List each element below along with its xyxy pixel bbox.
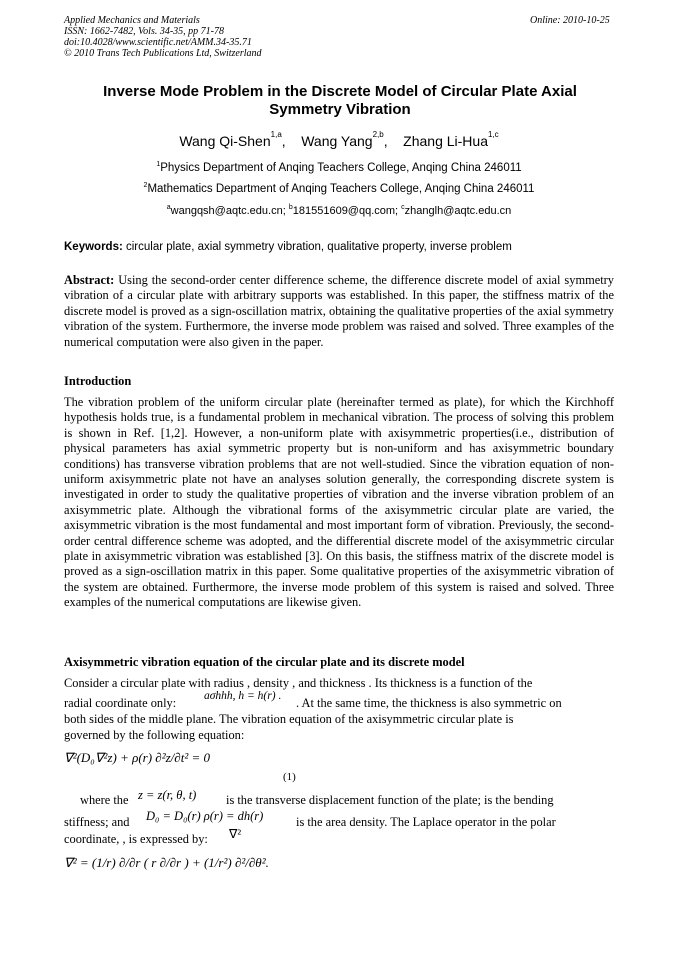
section-2-line-7: coordinate, , is expressed by: bbox=[64, 832, 208, 846]
author-2: Wang Yang bbox=[301, 133, 373, 149]
doi-line[interactable]: doi:10.4028/www.scientific.net/AMM.34-35.71 bbox=[64, 37, 252, 48]
section-2-line-6a: stiffness; and bbox=[64, 815, 130, 829]
affiliation-1: $^1$Physics Department of Anqing Teachers College, Anqing China 246011 bbox=[156, 161, 522, 174]
section-2-line-2a: radial coordinate only: bbox=[64, 696, 177, 710]
author-1: Wang Qi-Shen bbox=[179, 133, 271, 149]
section-2-line-5a: where the bbox=[80, 793, 129, 807]
keywords-label: Keywords: bbox=[64, 241, 123, 253]
introduction-text: The vibration problem of the uniform circular plate (hereinafter termed as plate), for which the Kirchhoff hypothesis holds true, is a fundamental problem in mechanical vibration. The process of solving this problem is shown in Ref. [1,2]. However, a non-uniform plate with axisymmetric properties(i.e., distribution of physical parameters has axial symmetric property but is non-uniform and has axisymmetric boundary conditions) has transverse vibration problems that are not well-studied. Since the vibration equation of non-uniform axisymmetric plate not have an analyses solution generally, the corresponding discrete system is investigated in order to study the qualitative properties of vibration and the inverse vibration problem of an axisymmetric plate. Although the vibrational forms of the axisymmetric circular plate are varied, the axisymmetric vibration is the most fundamental and most important form of vibration. Previously, the second-order central difference scheme was adopted, and the differential discrete model of the axisymmetric circular plate in axisymmetric vibration was established [3]. On this basis, the stiffness matrix of the discrete model is proved as a sign-oscillation matrix in this paper. Some qualitative properties of the axisymmetric vibration of the system are obtained. Furthermore, the inverse mode problem of this system is raised and solved. Three examples of the numerical computations are likewise given. bbox=[64, 395, 614, 610]
equation-1: ∇²(D₀∇²z) + ρ(r) ∂²z/∂t² = 0 bbox=[64, 750, 210, 765]
email-b[interactable]: 181551609@qq.com; bbox=[292, 205, 399, 217]
displacement-function: z = z(r, θ, t) bbox=[138, 788, 197, 802]
author-1-affil: 1,a bbox=[270, 130, 282, 139]
section-2-line-5b: is the transverse displacement function of the plate; is the bending bbox=[226, 793, 554, 807]
abstract bbox=[64, 273, 614, 350]
laplace-symbol: ∇² bbox=[229, 827, 242, 841]
paper-title-line-1: Inverse Mode Problem in the Discrete Model of Circular Plate Axial bbox=[103, 83, 577, 100]
section-2-line-6b: is the area density. The Laplace operator in the polar bbox=[296, 815, 556, 829]
email-c[interactable]: zhanglh@aqtc.edu.cn bbox=[404, 205, 512, 217]
journal-name: Applied Mechanics and Materials bbox=[64, 15, 200, 26]
section-2-line-4: governed by the following equation: bbox=[64, 728, 245, 742]
section-2-line-3: both sides of the middle plane. The vibration equation of the axisymmetric circular plate is bbox=[64, 712, 514, 726]
thickness-function: aσhhh, h = h(r) . bbox=[204, 690, 282, 702]
author-list: Wang Qi-Shen$^{1,a}$, Wang Yang$^{2,b}$, Zhang Li-Hua$^{1,c}$ bbox=[179, 130, 499, 149]
equation-2-end: . bbox=[265, 855, 269, 870]
author-3: Zhang Li-Hua bbox=[403, 133, 488, 149]
section-2-line-2b: . At the same time, the thickness is also symmetric on bbox=[296, 696, 562, 710]
abstract-label: Abstract: bbox=[64, 273, 115, 287]
issn-line: ISSN: 1662-7482, Vols. 34-35, pp 71-78 bbox=[64, 26, 224, 37]
stiffness-density-functions: D₀ = D₀(r) ρ(r) = dh(r) bbox=[146, 809, 264, 823]
section-2-line-1: Consider a circular plate with radius , density , and thickness . Its thickness is a function of the bbox=[64, 676, 533, 690]
author-3-affil: 1,c bbox=[487, 130, 499, 139]
abstract-text: Using the second-order center difference scheme, the difference discrete model of axial symmetry vibration of a circular plate with arbitrary supports was established. In this paper, the stiffness matrix of the discrete model is proved as a sign-oscillation matrix, obtaining the qualitative properties of the axial symmetry vibration of the system. Furthermore, the inverse mode problem was raised and solved. Three examples of the numerical computation were also given in the paper. bbox=[64, 273, 614, 349]
author-2-affil: 2,b bbox=[372, 130, 384, 139]
equation-1-number: (1) bbox=[283, 771, 296, 783]
keywords-text: circular plate, axial symmetry vibration, qualitative property, inverse problem bbox=[126, 241, 512, 253]
online-date: Online: 2010-10-25 bbox=[530, 15, 610, 26]
paper-title-line-2: Symmetry Vibration bbox=[269, 101, 411, 118]
affiliation-2: $^2$Mathematics Department of Anqing Teachers College, Anqing China 246011 bbox=[143, 182, 535, 195]
copyright-line: © 2010 Trans Tech Publications Ltd, Switzerland bbox=[64, 48, 262, 59]
email-a[interactable]: wangqsh@aqtc.edu.cn; bbox=[170, 205, 286, 217]
section-2-heading: Axisymmetric vibration equation of the circular plate and its discrete model bbox=[64, 655, 465, 669]
introduction-heading: Introduction bbox=[64, 374, 132, 388]
author-emails: $^a$wangqsh@aqtc.edu.cn; $^b$181551609@qq.com; $^c$zhanglh@aqtc.edu.cn bbox=[166, 204, 512, 217]
keywords bbox=[64, 241, 512, 253]
equation-2: ∇² = (1/r) ∂/∂r ( r ∂/∂r ) + (1/r²) ∂²/∂θ². bbox=[64, 855, 269, 870]
